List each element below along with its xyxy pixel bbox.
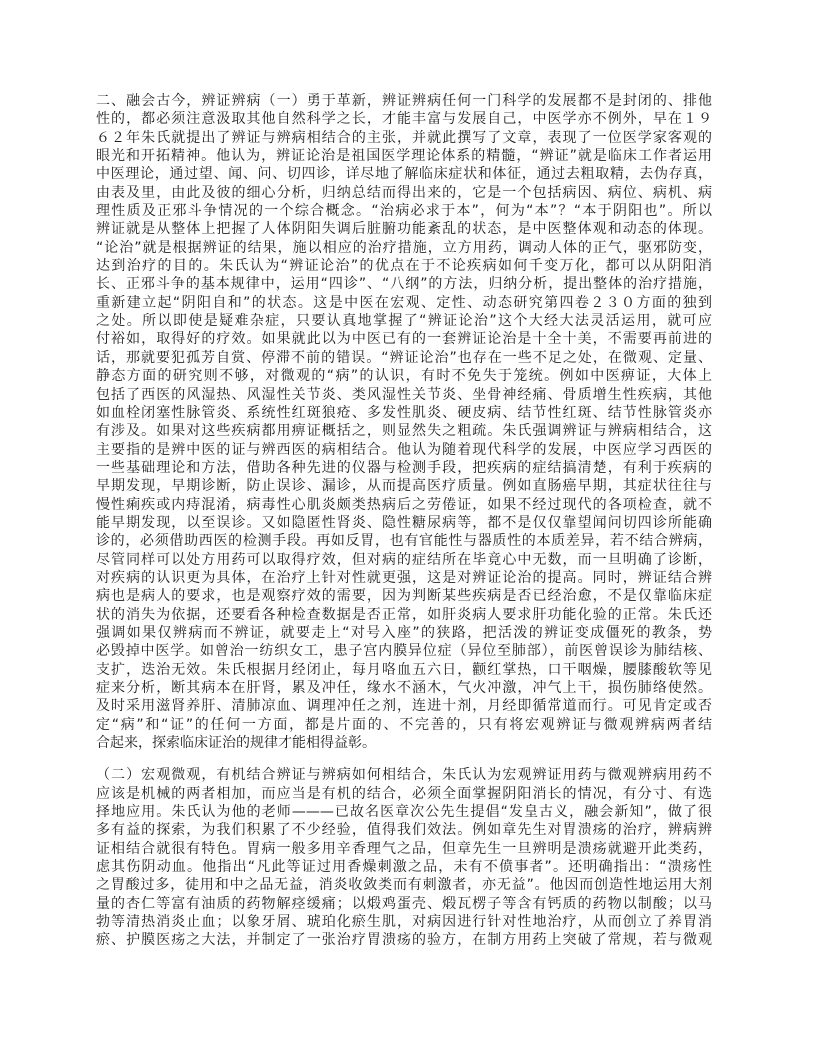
text-line: 眼光和开拓精神。他认为，辨证论治是祖国医学理论体系的精髓，“辨证”就是临床工作者运用 [96, 148, 712, 165]
text-line: 一些基础理论和方法，借助各种先进的仪器与检测手段，把疾病的症结搞清楚，有利于疾病的 [96, 459, 712, 476]
text-line: （二）宏观微观，有机结合辨证与辨病如何相结合，朱氏认为宏观辨证用药与微观辨病用药不 [96, 767, 712, 784]
text-line: 瘀、护膜医疡之大法，并制定了一张治疗胃溃疡的验方，在制方用药上突破了常规，若与微观 [96, 932, 712, 949]
text-line: 应该是机械的两者相加，而应当是有机的结合，必须全面掌握阴阳消长的情况，有分寸、有选 [96, 785, 712, 802]
text-line: 症来分析，断其病本在肝肾，累及冲任，缘水不涵木，气火冲激，冲气上干，损伤肺络使然。 [96, 680, 712, 696]
text-line: 重新建立起“阴阳自和”的状态。这是中医在宏观、定性、动态研究第四卷２３０方面的独到 [96, 294, 712, 311]
text-line: 慢性痢疾或内痔混淆，病毒性心肌炎颇类热病后之劳倦证，如果不经过现代的各项检查，就不 [96, 496, 712, 513]
text-line: 长、正邪斗争的基本规律中，运用“四诊”、“八纲”的方法，归纳分析，提出整体的治疗措施， [96, 276, 712, 293]
text-line: 达到治疗的目的。朱氏认为“辨证论治”的优点在于不论疾病如何千变万化，都可以从阴阳消 [96, 258, 712, 275]
text-line: 中医理论，通过望、闻、问、切四诊，详尽地了解临床症状和体征，通过去粗取精，去伪存真， [96, 166, 712, 183]
text-line: 勃等清热消炎止血；以象牙屑、琥珀化瘀生肌，对病因进行针对性地治疗，从而创立了养胃消 [96, 914, 712, 931]
text-line: 付裕如，取得好的疗效。如果就此以为中医已有的一套辨证论治是十全十美，不需要再前进的 [96, 331, 712, 348]
text-line: 尽管同样可以处方用药可以取得疗效，但对病的症结所在毕竟心中无数，而一旦明确了诊断， [96, 551, 712, 568]
text-line: 状的消失为依据，还要看各种检查数据是否正常，如肝炎病人要求肝功能化验的正常。朱氏还 [96, 606, 712, 623]
text-line: 合起来，探索临床证治的规律才能相得益彰。 [96, 735, 376, 752]
text-line: 择地应用。朱氏认为他的老师———已故名医章次公先生提倡“发皇古义，融会新知”，做了很 [96, 804, 712, 821]
text-line: 病也是病人的要求，也是观察疗效的需要，因为判断某些疾病是否已经治愈，不是仅靠临床症 [96, 588, 712, 605]
text-line: 多有益的探索，为我们积累了不少经验，值得我们效法。例如章先生对胃溃疡的治疗，辨病辨 [96, 822, 712, 839]
paragraph-1 [96, 92, 712, 752]
text-line: “论治”就是根据辨证的结果，施以相应的治疗措施，立方用药，调动人体的正气，驱邪防变， [96, 239, 712, 256]
text-line: 早期发现，早期诊断，防止误诊、漏诊，从而提高医疗质量。例如直肠癌早期，其症状往往与 [96, 478, 712, 495]
document-text [96, 92, 712, 950]
text-line: 由表及里，由此及彼的细心分析，归纳总结而得出来的，它是一个包括病因、病位、病机、病 [96, 184, 712, 201]
text-line: 性的，都必须注意汲取其他自然科学之长，才能丰富与发展自己，中医学亦不例外，早在１９ [96, 111, 712, 128]
text-line: 强调如果仅辨病而不辨证，就要走上“对号入座”的狭路，把活泼的辨证变成僵死的教条，势 [96, 624, 712, 641]
text-line: 话，那就要犯孤芳自赏、停滞不前的错误。“辨证论治”也存在一些不足之处，在微观、定量、 [96, 349, 712, 366]
text-line: 二、融会古今，辨证辨病（一）勇于革新，辨证辨病任何一门科学的发展都不是封闭的、排他 [96, 93, 712, 109]
text-line: 虑其伤阴动血。他指出“凡此等证过用香燥刺激之品，未有不偾事者”。还明确指出：“溃疡性 [96, 859, 712, 876]
text-line: 必毁掉中医学。如曾治一纺织女工，患子宫内膜异位症（异位至肺部），前医曾误诊为肺结核、 [96, 643, 712, 660]
text-line: 定“病”和“证”的任何一方面，都是片面的、不完善的，只有将宏观辨证与微观辨病两者结 [96, 716, 712, 733]
text-line: 支扩，迭治无效。朱氏根据月经闭止，每月咯血五六日，颧红掌热，口干咽燥，腰膝酸软等见 [96, 661, 712, 678]
text-line: 静态方面的研究则不够，对微观的“病”的认识，有时不免失于笼统。例如中医痹证，大体上 [96, 368, 712, 385]
text-line: 对疾病的认识更为具体，在治疗上针对性就更强，这是对辨证论治的提高。同时，辨证结合辨 [96, 569, 712, 586]
text-line: 如血栓闭塞性脉管炎、系统性红斑狼疮、多发性肌炎、硬皮病、结节性红斑、结节性脉管炎亦 [96, 404, 712, 421]
text-line: 诊的，必须借助西医的检测手段。再如反胃，也有官能性与器质性的本质差异，若不结合辨病， [96, 533, 712, 550]
text-line: 主要指的是辨中医的证与辨西医的病相结合。他认为随着现代科学的发展，中医应学习西医的 [96, 441, 712, 458]
text-line: 及时采用滋肾养肝、清肺凉血、调理冲任之剂，连进十剂，月经即循常道而行。可见肯定或否 [96, 698, 712, 715]
paragraph-2 [96, 766, 712, 949]
text-line: ６２年朱氏就提出了辨证与辨病相结合的主张，并就此撰写了文章，表现了一位医学家客观的 [96, 129, 712, 146]
text-line: 有涉及。如果对这些疾病都用痹证概括之，则显然失之粗疏。朱氏强调辨证与辨病相结合，这 [96, 423, 712, 440]
text-line: 包括了西医的风湿热、风湿性关节炎、类风湿性关节炎、坐骨神经痛、骨质增生性疾病，其他 [96, 386, 712, 403]
text-line: 辨证就是从整体上把握了人体阴阳失调后脏腑功能紊乱的状态，是中医整体观和动态的体现。 [96, 221, 712, 238]
text-line: 理性质及正邪斗争情况的一个综合概念。“治病必求于本”，何为“本”？“本于阴阳也”。所以 [96, 203, 712, 220]
text-line: 能早期发现，以至误诊。又如隐匿性肾炎、隐性糖尿病等，都不是仅仅靠望闻问切四诊所能确 [96, 514, 712, 531]
text-line: 量的杏仁等富有油质的药物解痉缓痛；以煅鸡蛋壳、煅瓦楞子等含有钙质的药物以制酸；以马 [96, 895, 712, 912]
text-line: 之胃酸过多，徒用和中之品无益，消炎收敛类而有刺激者，亦无益”。他因而创造性地运用大剂 [96, 877, 712, 894]
text-line: 之处。所以即使是疑难杂症，只要认真地掌握了“辨证论治”这个大经大法灵活运用，就可应 [96, 313, 712, 330]
text-line: 证相结合就很有特色。胃病一般多用辛香理气之品，但章先生一旦辨明是溃疡就避开此类药， [96, 840, 712, 857]
